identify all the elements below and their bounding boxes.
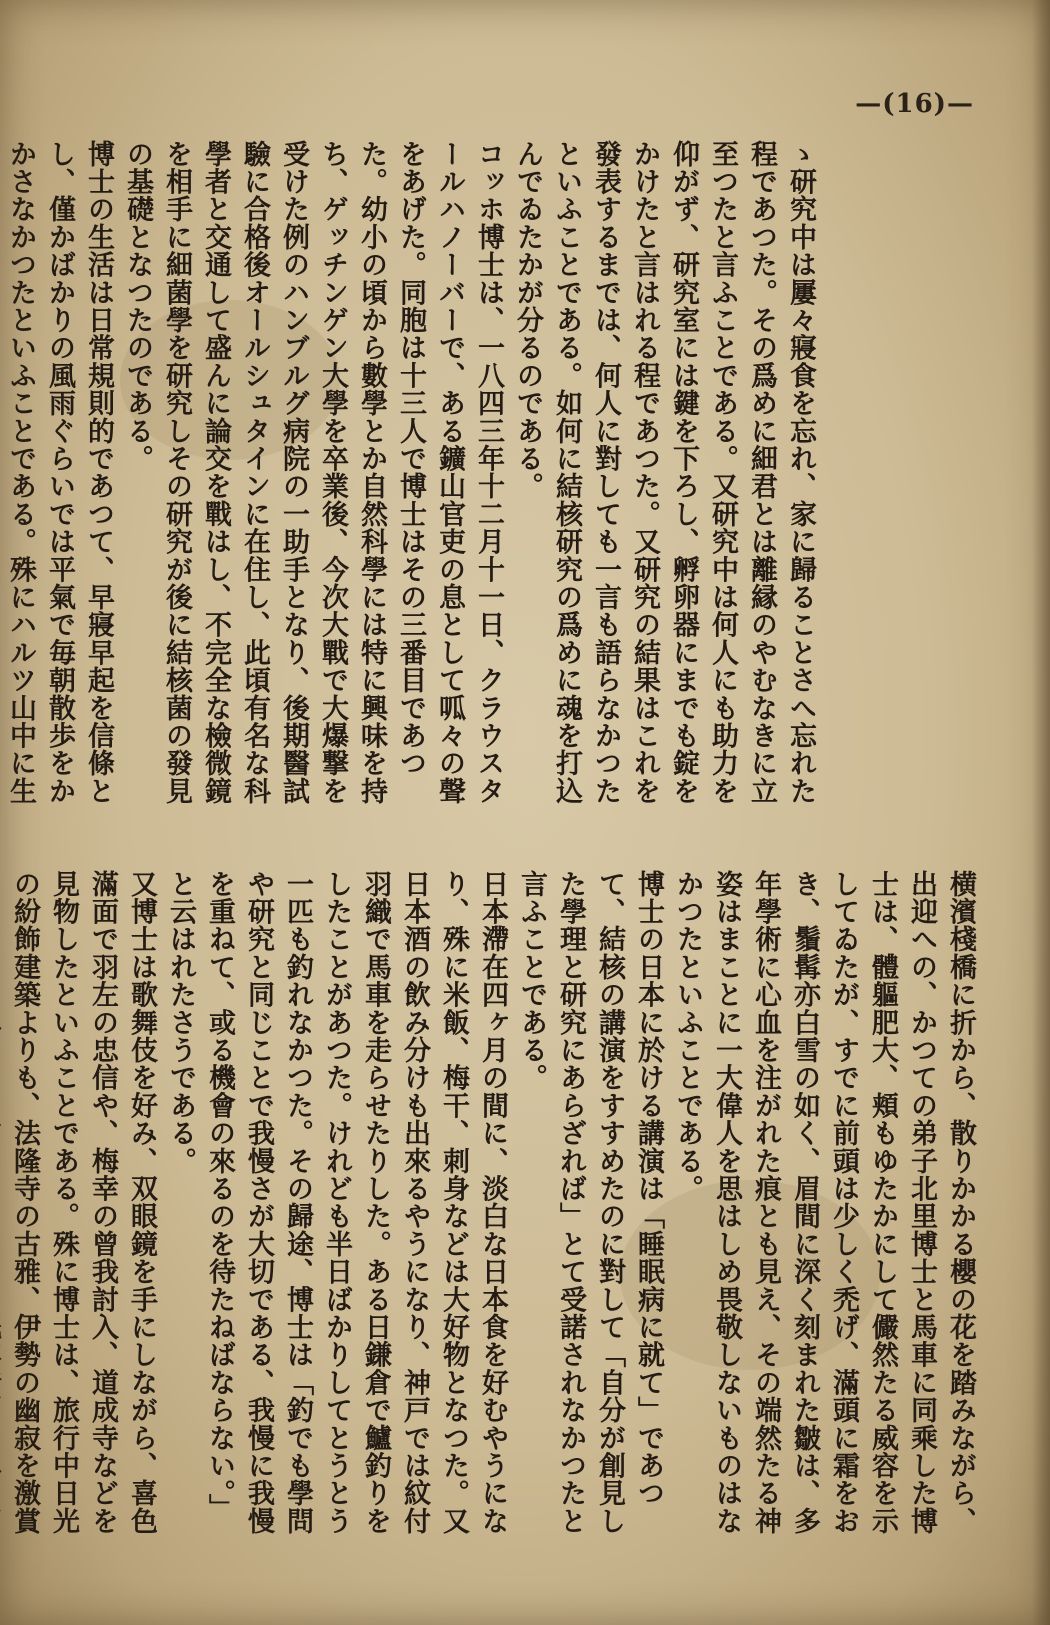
paragraph: 博士の日本に於ける講演は「睡眠病に就て」であつて、結核の講演をすすめたのに對して「自分が創見した學理と研究にあらざれば」とて受諾されなかつたと言ふことである。	[516, 870, 664, 1535]
page-number: —(16)—	[855, 89, 974, 119]
page-binding-edge	[1032, 0, 1050, 1625]
upper-text-section	[5, 140, 820, 820]
lower-text-section	[9, 870, 980, 1540]
paragraph: ゝ研究中は屢々寢食を忘れ、家に歸ることさへ忘れた程であつた。その爲めに細君とは離縁のやむなきに立至つたと言ふことである。又研究中は何人にも助力を仰がず、研究室には鍵を下ろし、孵卵器にまでも錠をかけたと言はれる程であつた。又研究の結果はこれを發表するまでは、何人に對しても一言も語らなかつたといふことである。如何に結核研究の爲めに魂を打込んでゐたかが分るのである。	[512, 140, 816, 805]
paragraph: 日本滯在四ヶ月の間に、淡白な日本食を好むやうになり、殊に米飯、梅干、刺身などは大好物となつた。又日本酒の飲み分けも出來るやうになり、神戸では紋付羽織で馬車を走らせたりした。ある日鎌倉で鱸釣りをしたことがあつた。けれども半日ばかりしてとうとう一匹も釣れなかつた。その歸途、博士は「釣でも學問や研究と同じことで我慢さが大切である、我慢に我慢を重ねて、或る機會の來るのを待たねばならない。」と云はれたさうである。	[165, 870, 508, 1535]
paragraph: 又博士は歌舞伎を好み、双眼鏡を手にしながら、喜色滿面で羽左の忠信や、梅幸の曾我討入、道成寺などを見物したといふことである。殊に博士は、旅行中日光の紛飾建築よりも、法隆寺の古雅、伊勢の幽寂を激賞	[9, 870, 157, 1535]
paragraph: コッホ博士は、一八四三年十二月十一日、クラウスタールハノーバーで、ある鑛山官吏の息として呱々の聲をあげた。同胞は十三人で博士はその三番目であつた。幼小の頃から數學とか自然科學には特に興味を持ち、ゲッチンゲン大學を卒業後、今次大戰で大爆撃を受けた例のハンブルグ病院の一助手となり、後期醫試驗に合格後オールシュタインに在住し、此頃有名な科學者と交通して盛んに論交を戰はし、不完全な檢微鏡を相手に細菌學を研究しその研究が後に結核菌の發見の基礎となつたのである。	[122, 140, 504, 805]
paragraph: 横濱棧橋に折から、散りかかる櫻の花を踏みながら、出迎への、かつての弟子北里博士と馬車に同乘した博士は、體軀肥大、頬もゆたかにして儼然たる威容を示してゐたが、すでに前頭は少しく禿げ、滿頭に霜をおき、鬚髯亦白雪の如く、眉間に深く刻まれた皺は、多年學術に心血を注がれた痕とも見え、その端然たる神姿はまことに一大偉人を思はしめ畏敬しないものはなかつたといふことである。	[672, 870, 976, 1535]
paragraph: 博士の生活は日常規則的であつて、早寢早起を信條とし、僅かばかりの風雨ぐらいでは平氣で毎朝散歩をかかさなかつたといふことである。殊にハルツ山中に生	[5, 140, 114, 805]
